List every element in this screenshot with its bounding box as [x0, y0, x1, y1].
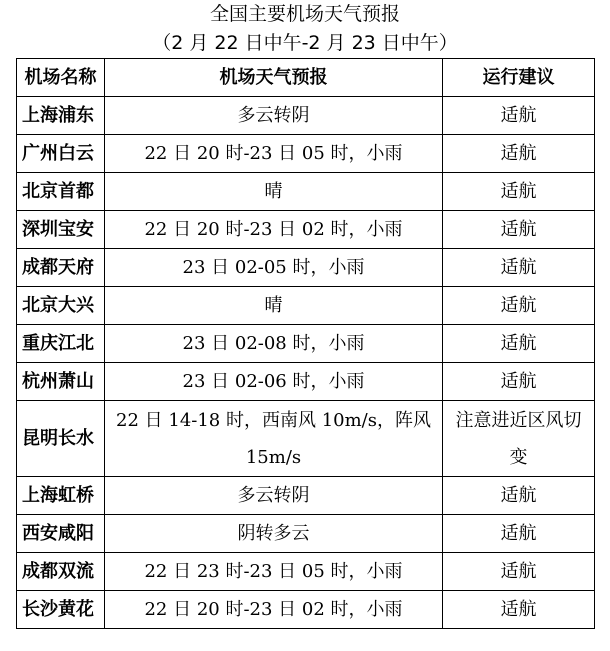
- airport-name: 广州白云: [17, 135, 105, 173]
- airport-name: 成都天府: [17, 249, 105, 287]
- operation-advice: 适航: [443, 173, 595, 211]
- weather-forecast: 阴转多云: [105, 515, 443, 553]
- airport-name: 上海虹桥: [17, 477, 105, 515]
- weather-forecast: 22 日 23 时-23 日 05 时，小雨: [105, 553, 443, 591]
- table-row: [17, 97, 595, 135]
- table-row: [17, 363, 595, 401]
- operation-advice: 适航: [443, 287, 595, 325]
- table-row: [17, 515, 595, 553]
- weather-forecast: 22 日 20 时-23 日 05 时，小雨: [105, 135, 443, 173]
- operation-advice: 适航: [443, 135, 595, 173]
- airport-name: 昆明长水: [17, 401, 105, 477]
- operation-advice: 适航: [443, 553, 595, 591]
- document-subtitle: （2 月 22 日中午-2 月 23 日中午）: [152, 32, 458, 54]
- weather-forecast: 多云转阴: [105, 477, 443, 515]
- airport-name: 北京大兴: [17, 287, 105, 325]
- weather-forecast: 晴: [105, 173, 443, 211]
- operation-advice: 适航: [443, 363, 595, 401]
- table-row: [17, 249, 595, 287]
- table-header-row: [17, 59, 595, 97]
- airport-name: 深圳宝安: [17, 211, 105, 249]
- airport-name: 杭州萧山: [17, 363, 105, 401]
- column-header-advice: 运行建议: [443, 59, 595, 97]
- operation-advice: 适航: [443, 477, 595, 515]
- weather-forecast: 23 日 02-06 时，小雨: [105, 363, 443, 401]
- column-header-airport: 机场名称: [17, 59, 105, 97]
- operation-advice: 适航: [443, 515, 595, 553]
- weather-forecast: 22 日 20 时-23 日 02 时，小雨: [105, 591, 443, 629]
- table-row: [17, 173, 595, 211]
- table-row: [17, 591, 595, 629]
- operation-advice: 适航: [443, 591, 595, 629]
- document-title: 全国主要机场天气预报: [209, 3, 400, 25]
- table-row: [17, 135, 595, 173]
- weather-forecast: 23 日 02-08 时，小雨: [105, 325, 443, 363]
- operation-advice: 适航: [443, 211, 595, 249]
- weather-forecast: 22 日 20 时-23 日 02 时，小雨: [105, 211, 443, 249]
- airport-name: 重庆江北: [17, 325, 105, 363]
- table-row: [17, 211, 595, 249]
- column-header-forecast: 机场天气预报: [105, 59, 443, 97]
- operation-advice: 适航: [443, 249, 595, 287]
- airport-name: 成都双流: [17, 553, 105, 591]
- airport-name: 上海浦东: [17, 97, 105, 135]
- weather-forecast: 晴: [105, 287, 443, 325]
- weather-forecast: 多云转阴: [105, 97, 443, 135]
- table-row: [17, 553, 595, 591]
- weather-forecast: 22 日 14-18 时，西南风 10m/s，阵风 15m/s: [105, 401, 443, 477]
- airport-name: 北京首都: [17, 173, 105, 211]
- table-row: [17, 325, 595, 363]
- operation-advice: 适航: [443, 325, 595, 363]
- table-row: [17, 287, 595, 325]
- operation-advice: 适航: [443, 97, 595, 135]
- table-row: [17, 401, 595, 477]
- operation-advice: 注意进近区风切变: [443, 401, 595, 477]
- weather-forecast: 23 日 02-05 时，小雨: [105, 249, 443, 287]
- airport-name: 西安咸阳: [17, 515, 105, 553]
- airport-name: 长沙黄花: [17, 591, 105, 629]
- forecast-table: [16, 58, 595, 629]
- table-row: [17, 477, 595, 515]
